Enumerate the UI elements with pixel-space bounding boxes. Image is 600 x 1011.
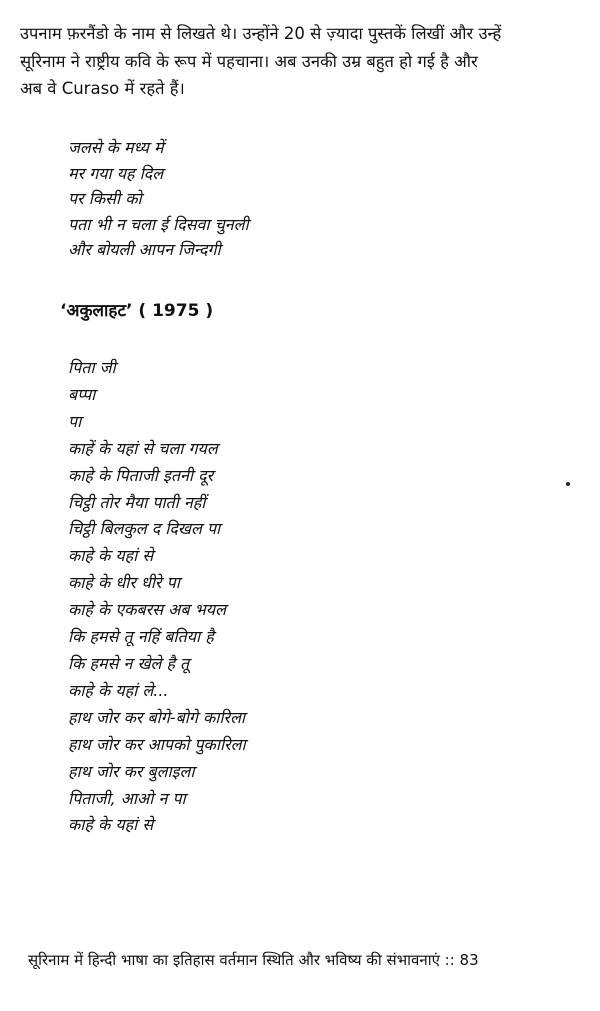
intro-line: अब वे Curaso में रहते हैं। [20, 79, 185, 98]
poem-verse: काहे के यहां से [68, 815, 154, 835]
poem-verse: कि हमसे न खेले है तू [68, 653, 190, 673]
poem-verse: बप्पा [68, 384, 96, 404]
poem-verse: हाथ जोर कर बोगे-बोगे कारिला [68, 707, 246, 727]
poem-first [68, 135, 249, 263]
poem-verse: काहे के एकबरस अब भयल [68, 600, 226, 620]
poem-verse: मर गया यह दिल [68, 163, 164, 183]
intro-line: सूरिनाम ने राष्ट्रीय कवि के रूप में पहचाना। अब उनकी उम्र बहुत हो गई है और [20, 51, 478, 71]
poem-verse: चिट्ठी बिलकुल द दिखल पा [68, 519, 221, 539]
poem-verse: काहे के यहां से [68, 546, 154, 566]
poem-verse: हाथ जोर कर आपको पुकारिला [68, 734, 246, 754]
page-speck [566, 482, 570, 486]
poem-verse: हाथ जोर कर बुलाइला [68, 761, 195, 781]
intro-line: उपनाम फ़रनैंडो के नाम से लिखते थे। उन्होंने 20 से ज़्यादा पुस्तकें लिखीं और उन्हें [20, 24, 502, 43]
poem-verse: पिता जी [68, 358, 116, 377]
poem-heading: ‘अकुलाहट’ ( 1975 ) [60, 301, 214, 321]
poem-verse: काहें के यहां से चला गयल [68, 438, 218, 458]
poem-verse: और बोयली आपन जिन्दगी [68, 240, 221, 260]
poem-verse: पिताजी, आओ न पा [68, 788, 186, 808]
poem-verse: काहे के यहां ले... [68, 680, 169, 700]
poem-verse: जलसे के मध्य में [68, 138, 164, 157]
poem-verse: पर किसी को [68, 189, 142, 209]
poem-verse: काहे के धीर धीरे पा [68, 573, 180, 593]
poem-verse: कि हमसे तू नहिं बतिया है [68, 627, 214, 647]
intro-paragraph [20, 20, 580, 103]
page-footer: सूरिनाम में हिन्दी भाषा का इतिहास वर्तमान स्थिति और भविष्य की संभावनाएं :: 83 [28, 951, 479, 969]
poem-akulahat [68, 355, 246, 839]
poem-verse: पा [68, 411, 82, 431]
poem-verse: पता भी न चला ई दिसवा चुनली [68, 214, 249, 234]
poem-verse: चिट्ठी तोर मैया पाती नहीं [68, 492, 206, 512]
poem-verse: काहे के पिताजी इतनी दूर [68, 465, 214, 485]
